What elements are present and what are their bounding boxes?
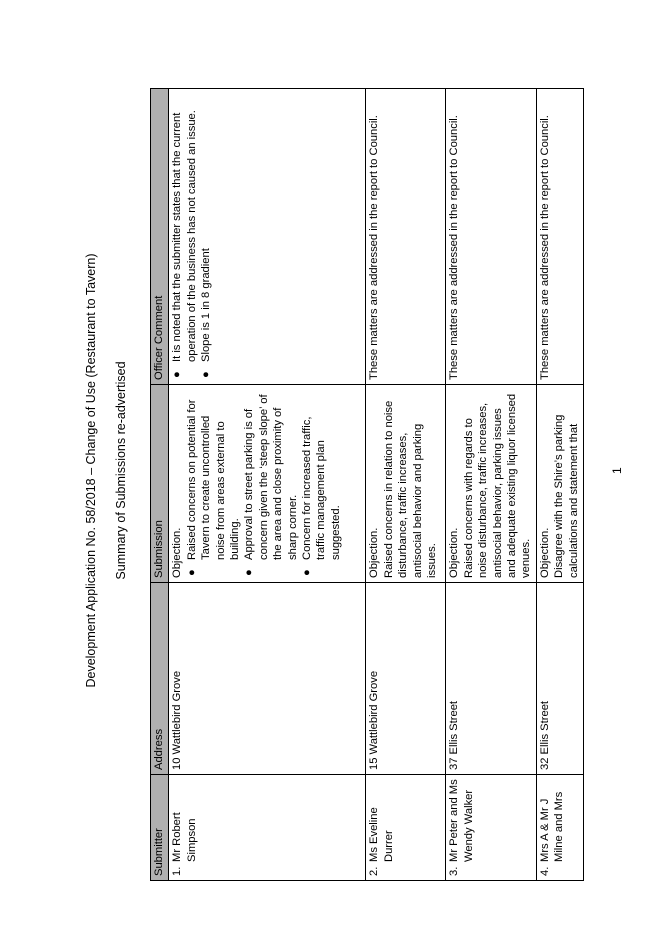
submitter-cell bbox=[536, 775, 583, 881]
submission-text: Raised concerns with regards to noise disturbance, traffic increases, antisocial behavior, parking issues and adequate existing liquor licensed venues. bbox=[462, 393, 533, 578]
header-address: Address bbox=[151, 583, 169, 775]
submitter-cell bbox=[366, 775, 446, 881]
submitter-cell bbox=[446, 775, 536, 881]
comment-bullet-list bbox=[170, 93, 213, 380]
submission-cell bbox=[446, 385, 536, 583]
submitter-name: Mrs A & Mr J Milne and Mrs bbox=[538, 791, 566, 862]
submitter-cell bbox=[169, 775, 366, 881]
submission-cell bbox=[366, 385, 446, 583]
list-item: ● Approval to street parking is of concern given the ‘steep slope’ of the area and close proximity of sharp corner. bbox=[243, 394, 299, 576]
bullet-icon: ● bbox=[185, 569, 198, 576]
submission-text: Raised concerns in relation to noise disturbance, traffic increases, antisocial behavior and parking issues. bbox=[382, 400, 439, 578]
bullet-icon: ● bbox=[200, 371, 213, 378]
header-officer-comment: Officer Comment bbox=[151, 89, 169, 385]
officer-comment-cell: These matters are addressed in the report to Council. bbox=[446, 89, 536, 385]
list-item: ● It is noted that the submitter states that the current operation of the business has not caused an issue. bbox=[171, 110, 198, 378]
document-subtitle: Summary of Submissions re-advertised bbox=[114, 361, 128, 580]
submission-intro: Objection. bbox=[368, 527, 381, 578]
header-submission: Submission bbox=[151, 385, 169, 583]
row-number: 4. bbox=[538, 866, 551, 876]
address-cell: 10 Wattlebird Grove bbox=[169, 583, 366, 775]
submitter-name: Ms Eveline Durrer bbox=[368, 807, 395, 862]
submission-bullet-list bbox=[185, 389, 343, 578]
submitter-name: Mr Robert Simpson bbox=[171, 812, 198, 862]
officer-comment-cell: These matters are addressed in the report to Council. bbox=[536, 89, 583, 385]
address-cell: 15 Wattlebird Grove bbox=[366, 583, 446, 775]
row-number: 3. bbox=[448, 866, 461, 876]
submission-intro: Objection. bbox=[448, 527, 461, 578]
officer-comment-cell bbox=[169, 89, 366, 385]
officer-comment-cell: These matters are addressed in the report to Council. bbox=[366, 89, 446, 385]
list-item: ● Concern for increased traffic, traffic management plan suggested. bbox=[301, 416, 342, 576]
header-submitter: Submitter bbox=[151, 775, 169, 881]
submission-text: Disagree with the Shire’s parking calculations and statement that bbox=[553, 414, 580, 578]
bullet-icon: ● bbox=[171, 371, 184, 378]
address-cell: 32 Ellis Street bbox=[536, 583, 583, 775]
table-row bbox=[446, 89, 536, 881]
address-cell: 37 Ellis Street bbox=[446, 583, 536, 775]
submission-cell bbox=[169, 385, 366, 583]
row-number: 1. bbox=[171, 866, 184, 876]
submitter-name: Mr Peter and Ms Wendy Walker bbox=[448, 779, 475, 862]
list-item: ● Slope is 1 in 8 gradient bbox=[200, 248, 213, 378]
table-row bbox=[169, 89, 366, 881]
table-header-row bbox=[151, 89, 169, 881]
table-row bbox=[536, 89, 583, 881]
submission-cell bbox=[536, 385, 583, 583]
submissions-table bbox=[150, 88, 584, 881]
list-item: ● Raised concerns on potential for Tavern to create uncontrolled noise from areas external to building. bbox=[185, 399, 242, 576]
bullet-icon: ● bbox=[301, 569, 314, 576]
submission-intro: Objection. bbox=[538, 527, 551, 578]
page-number: 1 bbox=[610, 467, 624, 474]
submission-intro: Objection. bbox=[171, 527, 184, 578]
bullet-icon: ● bbox=[243, 569, 256, 576]
document-title: Development Application No. 58/2018 – Change of Use (Restaurant to Tavern) bbox=[84, 253, 98, 688]
row-number: 2. bbox=[368, 866, 381, 876]
table-row bbox=[366, 89, 446, 881]
